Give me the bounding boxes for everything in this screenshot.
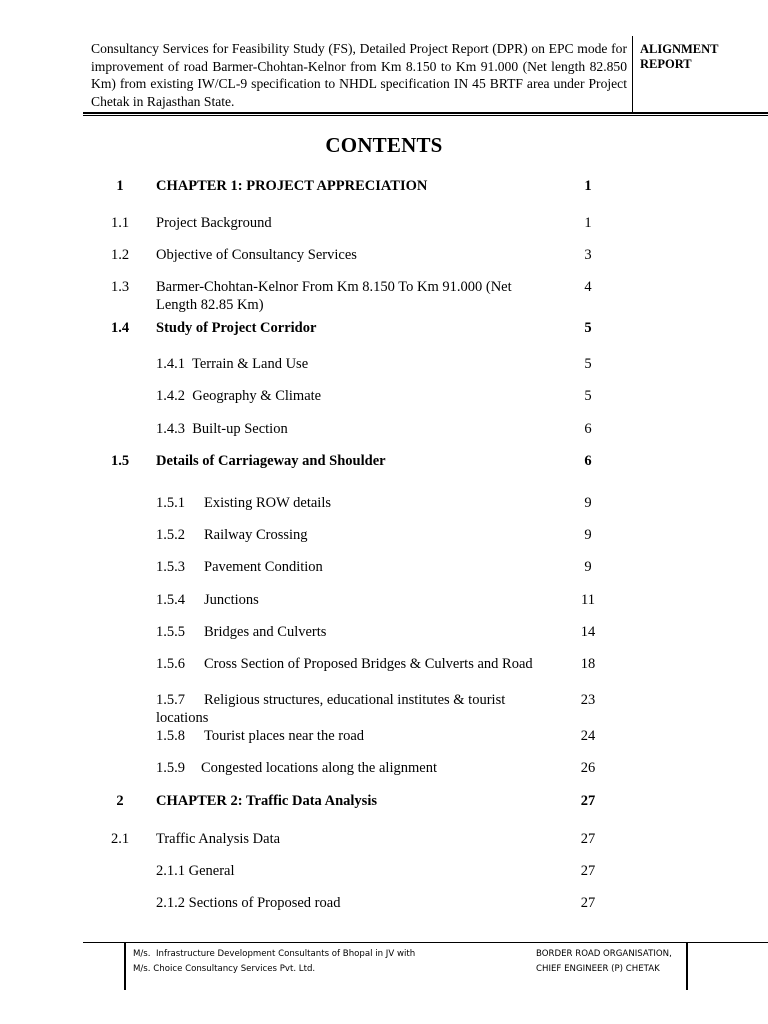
toc-label-text: Religious structures, educational institutes & tourist locations [156,692,506,726]
toc-label [156,728,536,746]
toc-page: 1 [584,178,592,194]
header-report-type-line2: REPORT [640,57,692,71]
page-title: CONTENTS [325,133,443,157]
footer-client-line2: CHIEF ENGINEER (P) CHETAK [536,964,660,974]
toc-page: 11 [581,592,595,608]
toc-label [156,692,536,727]
toc-page: 3 [584,247,592,263]
toc-label: CHAPTER 1: PROJECT APPRECIATION [156,178,428,194]
toc-number: 1.2 [110,247,130,263]
toc-subnumber: 1.5.8 [156,728,185,744]
toc-page: 18 [580,656,596,672]
toc-label: 2.1.1 General [156,863,235,879]
toc-label-text: Congested locations along the alignment [201,760,437,776]
toc-page: 5 [584,356,592,372]
footer-right-border [686,942,688,990]
footer-consultant-line2: M/s. Choice Consultancy Services Pvt. Ltd. [133,964,316,974]
toc-label [156,495,536,513]
toc-subnumber: 1.5.7 [156,692,185,708]
toc-label: 1.4.1 Terrain & Land Use [156,356,309,372]
footer-consultant [133,947,415,977]
toc-subnumber: 1.5.2 [156,527,185,543]
toc-page: 5 [584,320,592,336]
toc-label: Traffic Analysis Data [156,831,281,847]
toc-page: 5 [584,388,592,404]
toc-page: 9 [584,495,592,511]
toc-number: 1.4 [110,320,130,336]
header-report-type [640,42,718,72]
header-project-description: Consultancy Services for Feasibility Study (FS), Detailed Project Report (DPR) on EPC mode for improvement of road Barmer-Chohtan-Kelnor from Km 8.150 to Km 91.000 (Net length 82.850 Km) from existing IW/CL-9 specification to NHDL specification IN 45 BRTF area under Project Chetak in Rajasthan State. [91,41,627,109]
header-report-type-line1: ALIGNMENT [640,42,719,56]
toc-label: Barmer-Chohtan-Kelnor From Km 8.150 To Km 91.000 (Net Length 82.85 Km) [156,279,512,313]
toc-label [156,656,536,674]
toc-page: 23 [580,692,596,708]
header-rule [83,112,768,114]
toc-label: Details of Carriageway and Shoulder [156,453,386,469]
toc-label-text: Bridges and Culverts [204,624,327,640]
toc-label [156,559,536,577]
footer-rule [83,942,768,943]
toc-label: Project Background [156,215,272,231]
header-rule-thin [83,115,768,116]
toc-page: 1 [584,215,592,231]
toc-page: 6 [584,421,592,437]
toc-label-text: Existing ROW details [204,495,332,511]
toc-page: 27 [580,895,596,911]
toc-label: 1.4.2 Geography & Climate [156,388,322,404]
toc-page: 9 [584,559,592,575]
toc-label-text: Pavement Condition [204,559,323,575]
footer-left-border [124,942,126,990]
toc-page: 26 [580,760,596,776]
toc-label: Objective of Consultancy Services [156,247,357,263]
toc-subnumber: 1.5.4 [156,592,185,608]
toc-number: 2 [116,793,124,809]
footer-client [536,947,672,977]
toc-label-text: Junctions [204,592,259,608]
toc-number: 1.5 [110,453,130,469]
toc-number: 1.1 [110,215,130,231]
footer-client-line1: BORDER ROAD ORGANISATION, [536,949,672,959]
toc-page: 9 [584,527,592,543]
toc-page: 27 [580,793,596,809]
toc-label: 1.4.3 Built-up Section [156,421,288,437]
toc-label: CHAPTER 2: Traffic Data Analysis [156,793,377,809]
toc-page: 14 [580,624,596,640]
toc-number: 2.1 [110,831,130,847]
toc-label [156,624,536,642]
toc-page: 4 [584,279,592,295]
toc-subnumber: 1.5.6 [156,656,185,672]
toc-subnumber: 1.5.1 [156,495,185,511]
toc-page: 6 [584,453,592,469]
toc-page: 24 [580,728,596,744]
toc-subnumber: 1.5.5 [156,624,185,640]
toc-subnumber: 1.5.3 [156,559,185,575]
toc-page: 27 [580,831,596,847]
toc-page: 27 [580,863,596,879]
toc-subnumber: 1.5.9 [156,760,185,776]
toc-number: 1.3 [110,279,130,295]
header-divider [632,36,633,112]
toc-label-text: Railway Crossing [204,527,308,543]
footer-consultant-line1: M/s. Infrastructure Development Consultants of Bhopal in JV with [133,949,416,959]
toc-label: 2.1.2 Sections of Proposed road [156,895,341,911]
toc-label [156,760,536,778]
toc-label-text: Cross Section of Proposed Bridges & Culverts and Road [204,656,533,672]
toc-label-text: Tourist places near the road [204,728,365,744]
toc-label: Study of Project Corridor [156,320,317,336]
toc-label [156,592,536,610]
toc-number: 1 [116,178,124,194]
toc-label [156,527,536,545]
